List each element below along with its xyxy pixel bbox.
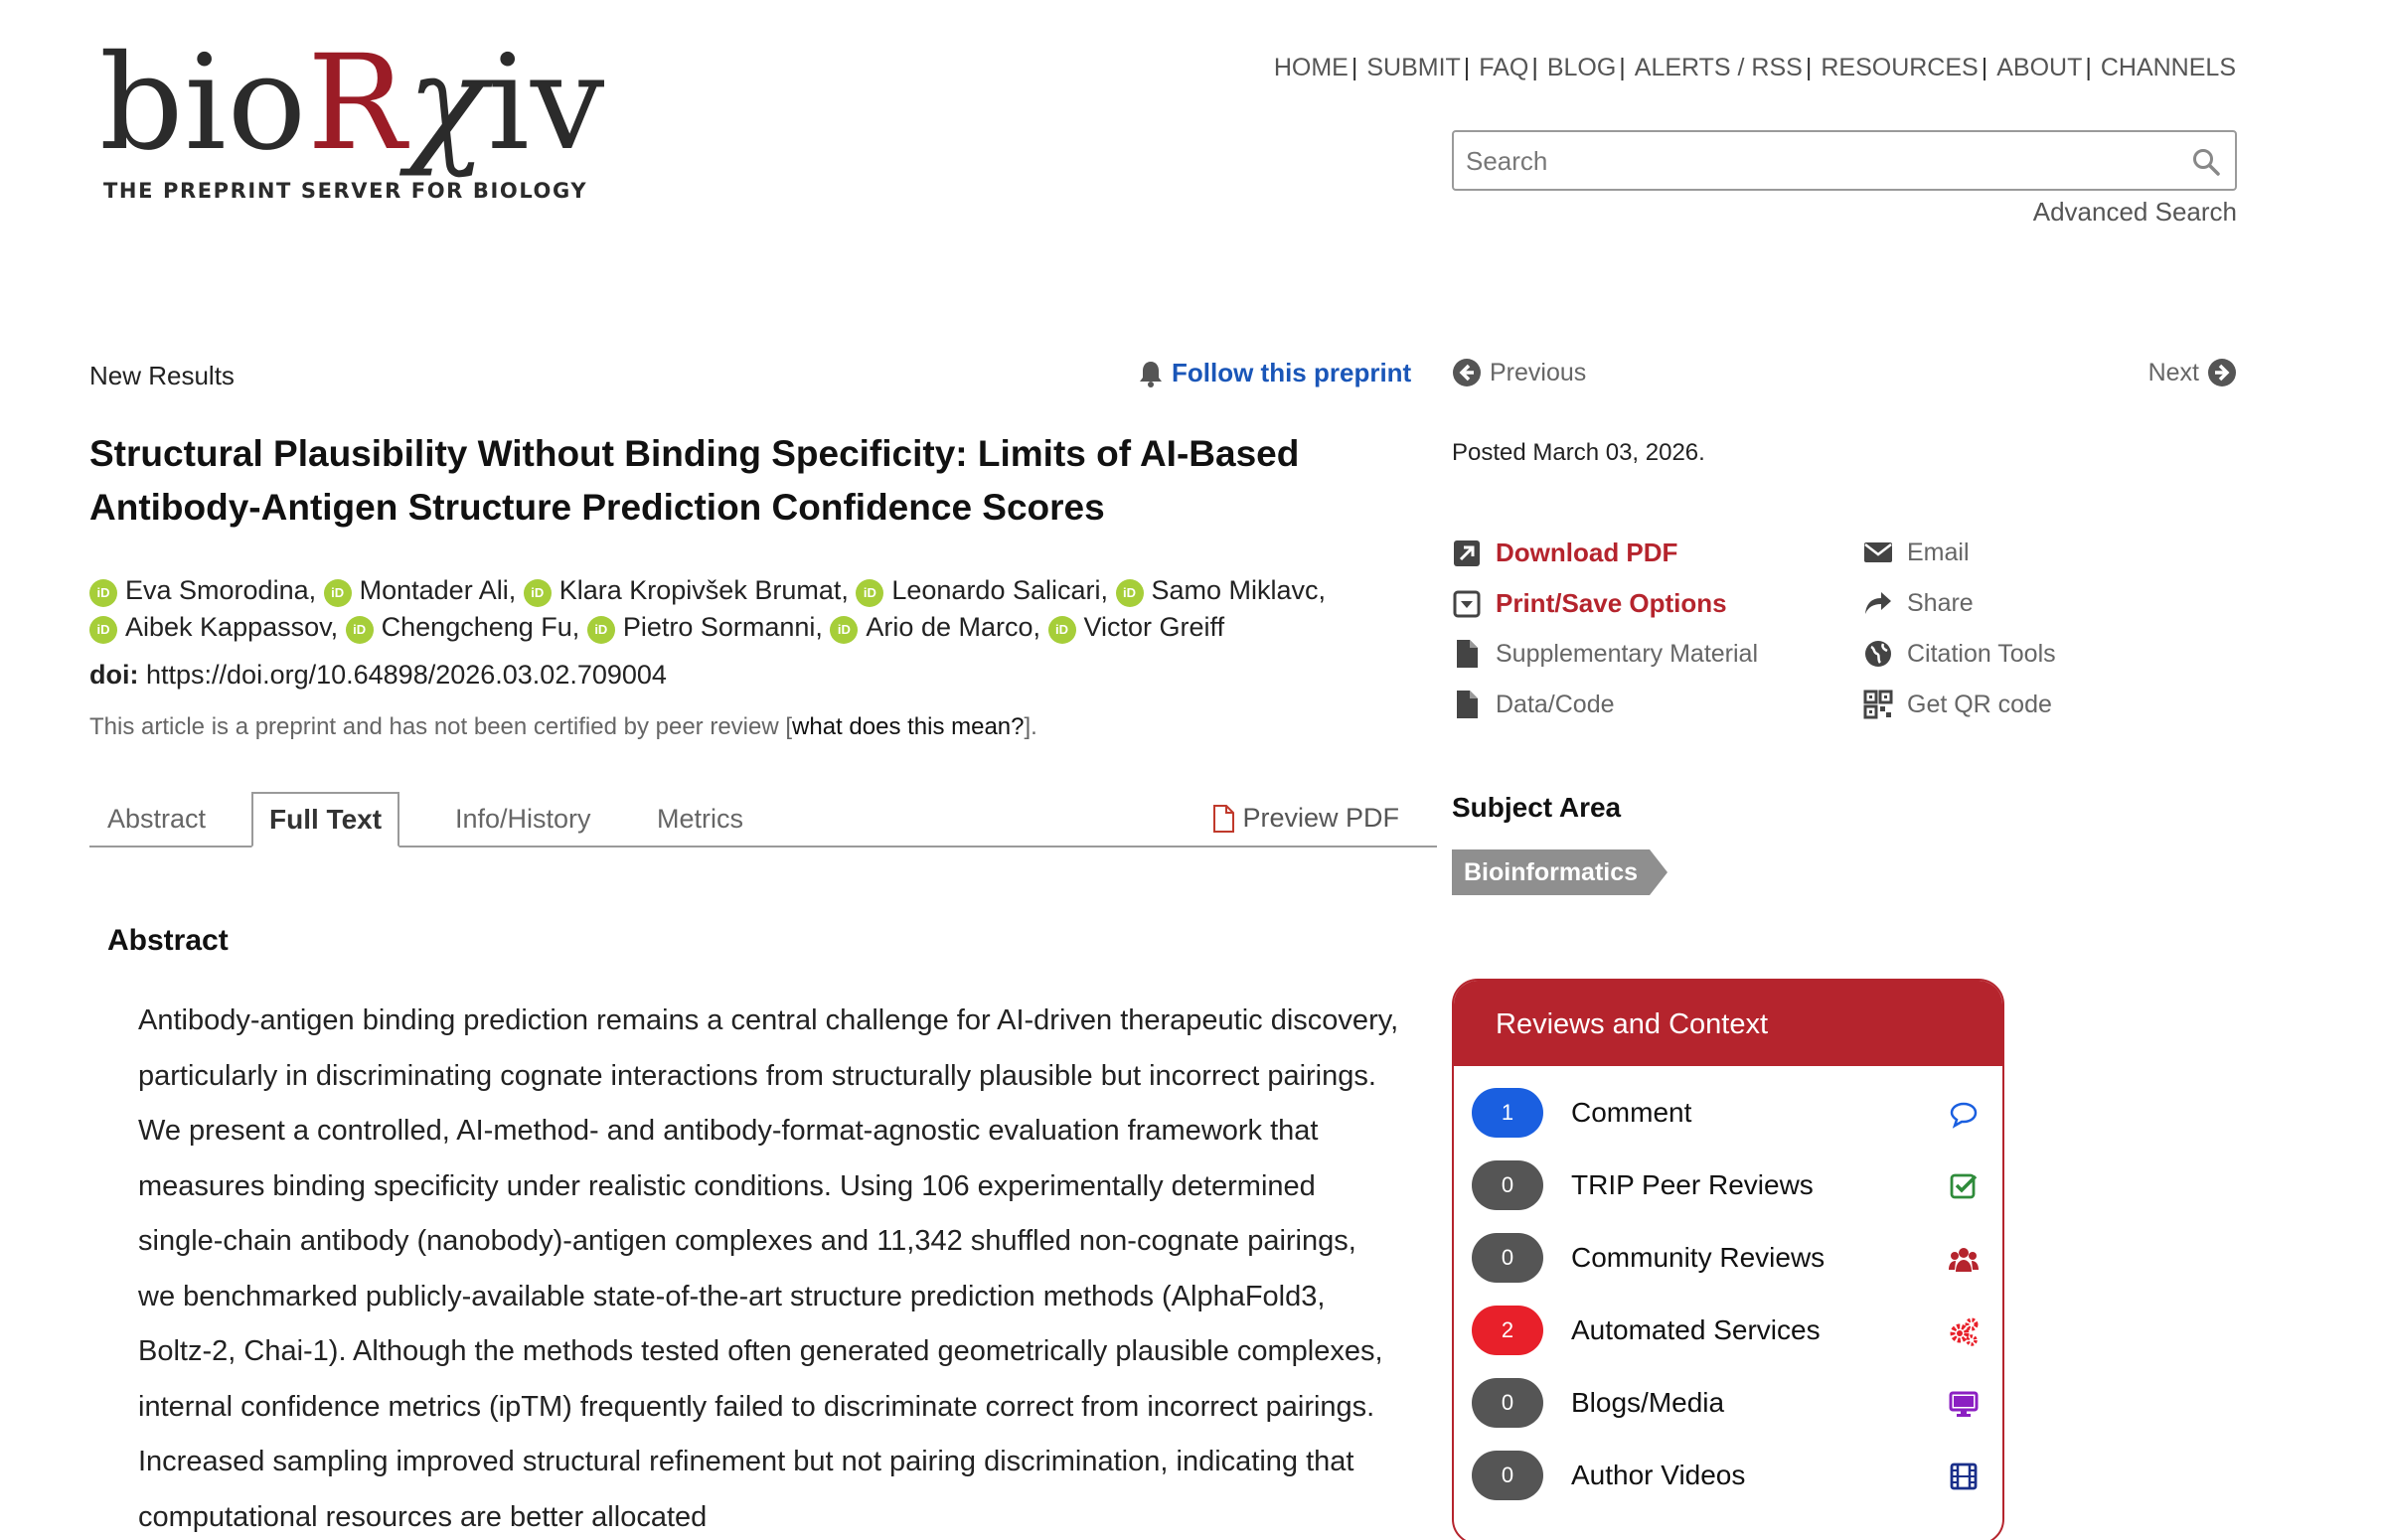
citation-tools-link[interactable] [1863,639,2056,669]
author-name: Eva Smorodina, [125,575,317,605]
review-row-author-videos[interactable] [1472,1451,1979,1502]
arrow-left-circle-icon [1452,358,1482,387]
users-icon [1949,1244,1979,1274]
search-box [1452,130,2237,191]
abstract-text: Antibody-antigen binding prediction remains a central challenge for AI-driven therapeutic discovery, particularly in discriminating cognate interactions from structurally plausible but incorrect pairings. We present a controlled, AI-method- and antibody-format-agnostic evaluation framework that measures binding specificity under realistic conditions. Using 106 experimentally determined single-chain antibody (nanobody)-antigen complexes and 11,342 shuffled non-cognate pairings, we benchmarked publicly-available state-of-the-art structure prediction methods (AlphaFold3, Boltz-2, Chai-1). Although the methods tested often generated geometrically plausible complexes, internal confidence metrics (ipTM) frequently failed to discriminate correct from incorrect pairings. Increased sampling improved structural refinement but not pairing discrimination, indicating that computational resources are better allocated [138,1004,1399,1533]
subject-area-heading: Subject Area [1452,792,1622,823]
author-name: Aibek Kappassov, [125,612,339,642]
arrow-right-circle-icon [2207,358,2237,387]
nav-item-channels[interactable]: CHANNELS [2100,54,2236,81]
external-link-icon [1452,539,1482,568]
nav-item-blog[interactable]: BLOG [1546,54,1617,81]
orcid-icon[interactable]: iD [89,616,117,644]
author[interactable] [1116,575,1327,605]
what-does-this-mean-link[interactable]: what does this mean? [792,713,1025,740]
nav-separator: | [1981,54,1988,81]
cogs-icon [1949,1316,1979,1346]
tab-full-text[interactable]: Full Text [251,792,399,847]
data-code-link[interactable] [1452,690,1615,719]
globe-icon [1863,639,1893,669]
pdf-file-icon [1212,805,1234,833]
logo-text-bio: bio [99,27,308,180]
check-square-icon [1949,1171,1979,1201]
peer-notice-suffix: ]. [1024,713,1037,740]
peer-notice-text: This article is a preprint and has not been certified by peer review [ [89,713,793,740]
peer-review-notice [89,713,1037,741]
reviews-and-context-heading: Reviews and Context [1454,981,2002,1066]
share-link[interactable] [1863,588,1974,618]
tab-metrics[interactable]: Metrics [657,804,743,834]
doi-link[interactable]: https://doi.org/10.64898/2026.03.02.709004 [146,660,667,690]
orcid-icon[interactable]: iD [89,579,117,607]
doi-label: doi: [89,660,139,690]
orcid-icon[interactable]: iD [1116,579,1144,607]
nav-separator: | [1531,54,1538,81]
abstract-heading: Abstract [107,924,229,957]
review-row-trip-peer-reviews[interactable] [1472,1160,1979,1212]
author[interactable] [324,575,517,605]
author-name: Ario de Marco, [866,612,1040,642]
logo-text-chi: χ [406,27,488,180]
review-row-label: Blogs/Media [1571,1387,1725,1418]
preview-pdf-label: Preview PDF [1242,803,1399,833]
review-row-comment[interactable] [1472,1088,1979,1140]
reviews-and-context-panel [1452,979,2004,1540]
orcid-icon[interactable]: iD [830,616,858,644]
article-tabs [89,792,1437,847]
qr-code-link[interactable] [1863,690,2052,719]
author-name: Victor Greiff [1083,612,1225,642]
search-input[interactable] [1466,142,2161,180]
count-badge: 0 [1472,1233,1543,1283]
author-name: Klara Kropivšek Brumat, [558,575,849,605]
download-pdf-link[interactable] [1452,538,1677,568]
nav-separator: | [2085,54,2092,81]
biorxiv-logo[interactable] [99,27,606,180]
nav-separator: | [1350,54,1358,81]
count-badge: 0 [1472,1378,1543,1428]
data-code-label: Data/Code [1496,690,1615,718]
author[interactable] [89,575,316,605]
logo-text-r: R [307,27,407,180]
logo-text-iv: iv [487,27,606,180]
search-icon[interactable] [2191,147,2221,177]
film-icon [1949,1462,1979,1491]
nav-separator: | [1805,54,1813,81]
download-pdf-label: Download PDF [1496,538,1678,567]
author-name: Leonardo Salicari, [891,575,1108,605]
author-list [89,572,1411,646]
review-row-label: TRIP Peer Reviews [1571,1169,1814,1200]
review-row-blogs-media[interactable] [1472,1378,1979,1430]
share-label: Share [1907,588,1974,617]
count-badge: 1 [1472,1088,1543,1138]
caret-down-square-icon [1452,589,1482,619]
nav-item-about[interactable]: ABOUT [1996,54,2083,81]
nav-item-faq[interactable]: FAQ [1479,54,1529,81]
count-badge: 0 [1472,1451,1543,1500]
author-name: Montader Ali, [359,575,517,605]
review-row-label: Community Reviews [1571,1242,1826,1273]
qr-code-icon [1863,690,1893,719]
orcid-icon[interactable]: iD [346,616,374,644]
orcid-icon[interactable]: iD [856,579,883,607]
bell-icon [1138,360,1164,387]
top-navigation [1273,54,2236,82]
envelope-icon [1863,538,1893,567]
tab-abstract[interactable]: Abstract [107,804,207,834]
email-label: Email [1907,538,1970,566]
review-row-label: Comment [1571,1097,1692,1128]
article-type: New Results [89,361,235,390]
orcid-icon[interactable]: iD [324,579,352,607]
article-title: Structural Plausibility Without Binding Specificity: Limits of AI-Based Antibody-Antigen Structure Prediction Confidence Scores [89,433,1300,528]
citation-label: Citation Tools [1907,639,2056,668]
monitor-icon [1949,1389,1979,1419]
logo-tagline: THE PREPRINT SERVER FOR BIOLOGY [103,179,588,203]
doi-line [89,660,667,691]
speech-bubble-icon [1949,1099,1979,1129]
review-row-automated-services[interactable] [1472,1306,1979,1357]
orcid-icon[interactable]: iD [1048,616,1076,644]
nav-item-home[interactable]: HOME [1273,54,1349,81]
file-icon [1452,639,1482,669]
advanced-search-link[interactable]: Advanced Search [2032,197,2237,227]
subject-tag-arrow [1650,849,1668,895]
review-row-community-reviews[interactable] [1472,1233,1979,1285]
author[interactable] [587,612,823,642]
author-name: Samo Miklavc, [1151,575,1327,605]
orcid-icon[interactable]: iD [587,616,615,644]
subject-tag-label: Bioinformatics [1452,849,1650,895]
author[interactable] [830,612,1040,642]
author[interactable] [524,575,849,605]
follow-preprint-link[interactable] [1138,358,1411,388]
supplementary-material-link[interactable] [1452,639,1758,669]
author[interactable] [89,612,338,642]
author-name: Pietro Sormanni, [622,612,823,642]
review-row-label: Author Videos [1571,1460,1746,1490]
share-arrow-icon [1863,588,1893,618]
author[interactable] [856,575,1108,605]
file-icon [1452,690,1482,719]
next-link[interactable] [2148,358,2237,387]
qr-code-label: Get QR code [1907,690,2052,718]
email-link[interactable] [1863,538,1970,567]
nav-separator: | [1463,54,1471,81]
review-row-label: Automated Services [1571,1314,1821,1345]
supplementary-label: Supplementary Material [1496,639,1759,668]
posted-date: Posted March 03, 2026. [1452,439,1705,466]
count-badge: 2 [1472,1306,1543,1355]
nav-item-resources[interactable]: RESOURCES [1821,54,1979,81]
print-save-options-link[interactable] [1452,588,1727,619]
count-badge: 0 [1472,1160,1543,1210]
follow-label: Follow this preprint [1172,358,1412,387]
previous-link[interactable] [1452,358,1586,387]
preview-pdf-link[interactable] [1212,803,1399,834]
nav-item-alerts-rss[interactable]: ALERTS / RSS [1634,54,1803,81]
orcid-icon[interactable]: iD [524,579,552,607]
author[interactable] [346,612,580,642]
author-name: Chengcheng Fu, [381,612,580,642]
print-save-label: Print/Save Options [1496,588,1727,618]
tab-info-history[interactable]: Info/History [455,804,591,834]
nav-item-submit[interactable]: SUBMIT [1366,54,1461,81]
article-pager [1452,358,2237,393]
previous-label: Previous [1490,358,1587,386]
nav-separator: | [1619,54,1626,81]
next-label: Next [2147,358,2199,386]
author[interactable] [1048,612,1225,642]
